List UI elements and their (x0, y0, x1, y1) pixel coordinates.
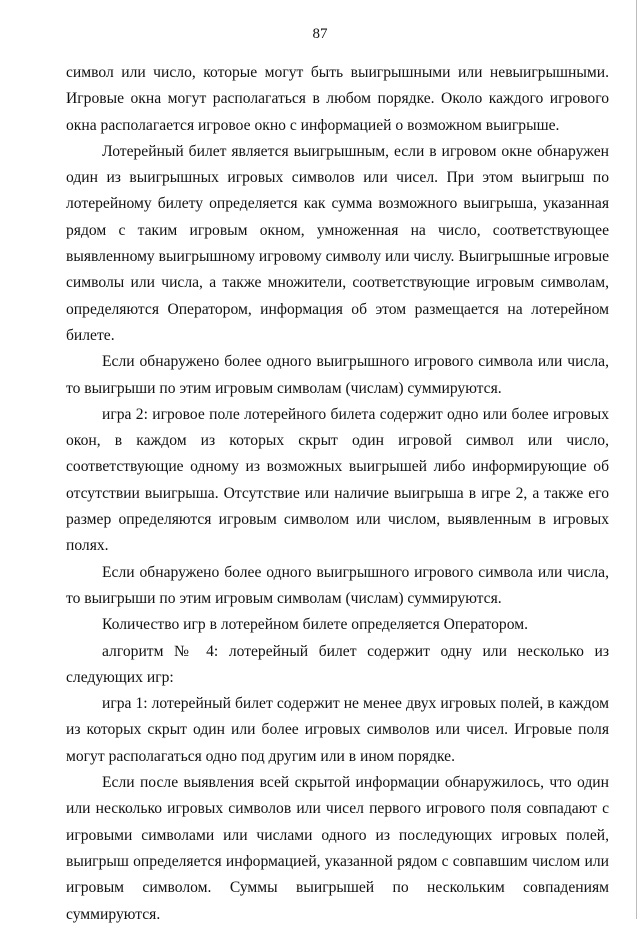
document-body (66, 60, 609, 928)
paragraph-1: символ или число, которые могут быть выигрышными или невыигрышными. Игровые окна могут располагаться в любом порядке. Около каждого игрового окна располагается игровое окно с информацией о возможном выигрыше. (66, 64, 609, 134)
page-number: 87 (312, 26, 328, 42)
paragraph-9: Если после выявления всей скрытой информации обнаружилось, что один или несколько игровых символов или чисел первого игрового поля совпадают с игровыми символами или числами одного из последующих игровых полей, выигрыш определяется информацией, указанной рядом с совпавшим числом или игровым символом. Суммы выигрышей по нескольким совпадениям суммируются. (66, 774, 609, 923)
scan-edge-line (636, 0, 637, 919)
paragraph-5: Если обнаружено более одного выигрышного игрового символа или числа, то выигрыши по этим игровым символам (числам) суммируются. (66, 563, 609, 607)
paragraph-7: алгоритм № 4: лотерейный билет содержит одну или несколько из следующих игр: (66, 642, 609, 686)
paragraph-4: игра 2: игровое поле лотерейного билета содержит одно или более игровых окон, в каждом из которых скрыт один игровой символ или число, соответствующие одному из возможных выигрышей либо информирующие об отсутствии выигрыша. Отсутствие или наличие выигрыша в игре 2, а также его размер определяются игровым символом или числом, выявленным в игровых полях. (66, 405, 609, 555)
paragraph-8: игра 1: лотерейный билет содержит не менее двух игровых полей, в каждом из которых скрыт один или более игровых символов или чисел. Игровые поля могут располагаться одно под другим или в ином порядке. (66, 695, 609, 765)
paragraph-2: Лотерейный билет является выигрышным, если в игровом окне обнаружен один из выигрышных игровых символов или чисел. При этом выигрыш по лотерейному билету определяется как сумма возможного выигрыша, указанная рядом с таким игровым окном, умноженная на число, соответствующее выявленному выигрышному игровому символу или числу. Выигрышные игровые символы или числа, а также множители, соответствующие игровым символам, определяются Оператором, информация об этом размещается на лотерейном билете. (66, 142, 609, 344)
paragraph-3: Если обнаружено более одного выигрышного игрового символа или числа, то выигрыши по этим игровым символам (числам) суммируются. (66, 353, 609, 397)
paragraph-6: Количество игр в лотерейном билете определяется Оператором. (102, 616, 528, 634)
